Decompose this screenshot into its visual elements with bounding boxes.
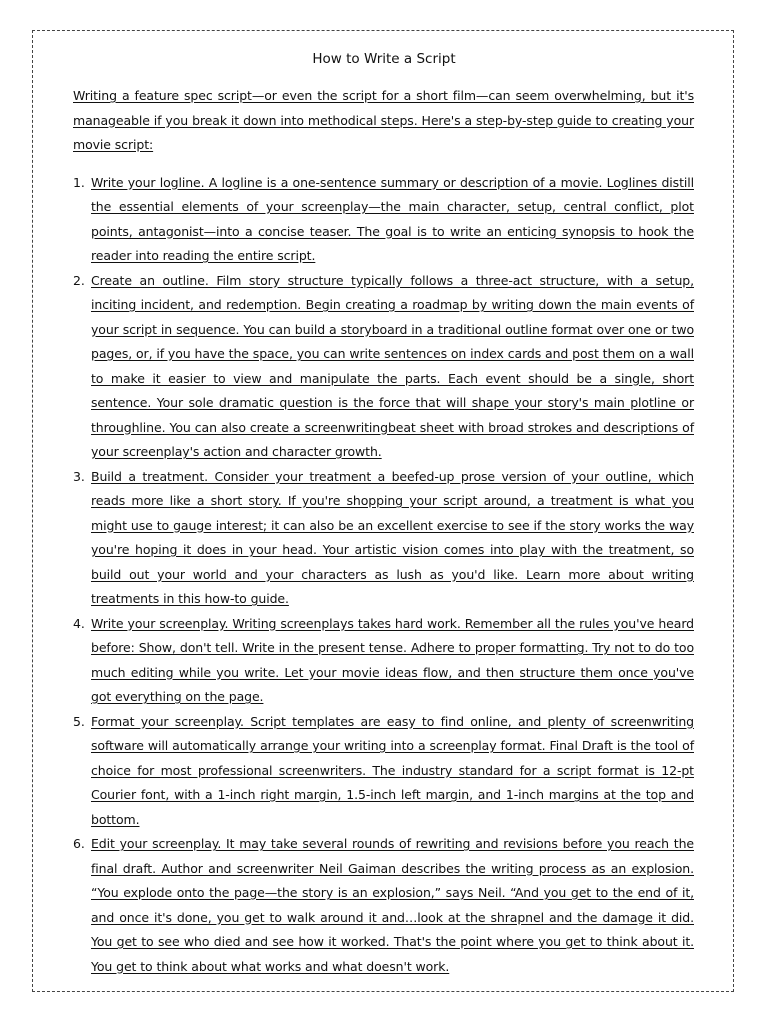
list-item <box>73 465 694 612</box>
list-item-text: Build a treatment. Consider your treatment a beefed-up prose version of your outline, which reads more like a short story. If you're shopping your script around, a treatment is what you might use to gauge interest; it can also be an excellent exercise to see if the story works the way you're hoping it does in your head. Your artistic vision comes into play with the treatment, so build out your world and your characters as lush as you'd like. Learn more about writing treatments in this how-to guide. <box>91 468 694 606</box>
list-item-text: Edit your screenplay. It may take several rounds of rewriting and revisions before you reach the final draft. Author and screenwriter Neil Gaiman describes the writing process as an explosion. “You explode onto the page—the story is an explosion,” says Neil. “And you get to the end of it, and once it's done, you get to walk around it and…look at the shrapnel and the damage it did. You get to see who died and see how it worked. That's the point where you get to think about it. You get to think about what works and what doesn't work. <box>91 836 694 974</box>
list-item <box>73 269 694 465</box>
list-item-number: 6. <box>73 836 85 851</box>
list-item <box>73 612 694 710</box>
document-title: How to Write a Script <box>312 51 456 67</box>
intro-paragraph: Writing a feature spec script—or even the script for a short film—can seem overwhelming, but it's manageable if you break it down into methodical steps. Here's a step-by-step guide to creating your movie script: <box>73 88 694 152</box>
list-item-text: Write your screenplay. Writing screenplays takes hard work. Remember all the rules you've heard before: Show, don't tell. Write in the present tense. Adhere to proper formatting. Try not to do too much editing while you write. Let your movie ideas flow, and then structure them once you've got everything on the page. <box>91 615 694 704</box>
list-item-number: 5. <box>73 713 85 729</box>
list-item-number: 1. <box>73 174 85 190</box>
list-item-number: 2. <box>73 272 85 288</box>
list-item <box>73 710 694 833</box>
steps-list <box>73 171 694 980</box>
list-item-text: Write your logline. A logline is a one-sentence summary or description of a movie. Loglines distill the essential elements of your screenplay—the main character, setup, central conflict, plot points, antagonist—into a concise teaser. The goal is to write an enticing synopsis to hook the reader into reading the entire script. <box>91 174 694 263</box>
list-item <box>73 171 694 269</box>
list-item-text: Create an outline. Film story structure typically follows a three-act structure, with a setup, inciting incident, and redemption. Begin creating a roadmap by writing down the main events of your script in sequence. You can build a storyboard in a traditional outline format over one or two pages, or, if you have the space, you can write sentences on index cards and post them on a wall to make it easier to view and manipulate the parts. Each event should be a single, short sentence. Your sole dramatic question is the force that will shape your story's main plotline or throughline. You can also create a screenwritingbeat sheet with broad strokes and descriptions of your screenplay's action and character growth. <box>91 272 694 459</box>
list-item-number: 3. <box>73 468 85 484</box>
list-item-number: 4. <box>73 615 85 631</box>
document-body <box>73 84 694 979</box>
list-item-text: Format your screenplay. Script templates are easy to find online, and plenty of screenwriting software will automatically arrange your writing into a screenplay format. Final Draft is the tool of choice for most professional screenwriters. The industry standard for a script format is 12-pt Courier font, with a 1-inch right margin, 1.5-inch left margin, and 1-inch margins at the top and bottom. <box>91 713 694 827</box>
list-item <box>73 832 694 979</box>
